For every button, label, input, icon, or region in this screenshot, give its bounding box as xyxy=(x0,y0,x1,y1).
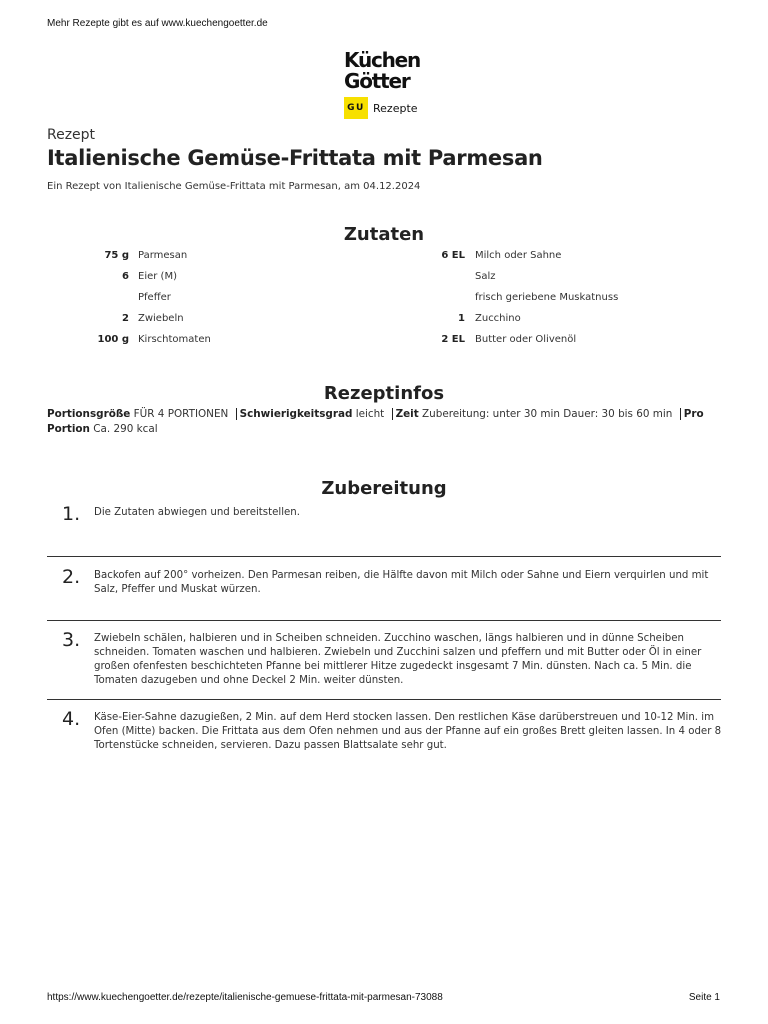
recipe-title: Italienische Gemüse-Frittata mit Parmesan xyxy=(47,146,543,170)
difficulty-value: leicht xyxy=(355,408,385,420)
step-number: 1. xyxy=(62,503,81,525)
ingredient-qty: 6 EL xyxy=(441,250,465,261)
per-portion-label: Pro Portion xyxy=(47,408,704,435)
recipe-info-line xyxy=(47,407,727,437)
step-divider xyxy=(47,699,721,700)
recipe-byline: Ein Rezept von Italienische Gemüse-Frittata mit Parmesan, am 04.12.2024 xyxy=(47,181,421,192)
ingredient-row xyxy=(400,292,619,308)
ingredient-name: Eier (M) xyxy=(138,271,177,282)
portion-size-value: FÜR 4 PORTIONEN xyxy=(133,408,229,420)
ingredient-name: Milch oder Sahne xyxy=(475,250,562,261)
info-separator xyxy=(392,408,393,420)
ingredient-name: frisch geriebene Muskatnuss xyxy=(475,292,619,303)
step-text: Die Zutaten abwiegen und bereitstellen. xyxy=(94,507,300,518)
logo-subline xyxy=(344,97,418,119)
ingredient-row xyxy=(47,250,188,266)
step-number: 4. xyxy=(62,708,81,730)
ingredient-qty: 2 xyxy=(122,313,129,324)
preparation-step xyxy=(47,629,721,691)
ingredients-heading: Zutaten xyxy=(343,224,425,245)
ingredient-qty: 100 g xyxy=(97,334,129,345)
kuechengoetter-logo xyxy=(344,50,434,122)
print-header-url: Mehr Rezepte gibt es auf www.kuechengoetter.de xyxy=(47,18,268,29)
recipe-info-heading: Rezeptinfos xyxy=(323,383,445,404)
ingredient-row xyxy=(47,292,171,308)
step-text: Backofen auf 200° vorheizen. Den Parmesan reiben, die Hälfte davon mit Milch oder Sahne und Eiern verquirlen und mit Salz, Pfeffer und Muskat würzen. xyxy=(94,570,709,595)
difficulty-label: Schwierigkeitsgrad xyxy=(239,408,353,420)
ingredient-name: Pfeffer xyxy=(138,292,171,303)
ingredient-qty: 2 EL xyxy=(441,334,465,345)
ingredient-row xyxy=(47,334,211,350)
step-number: 2. xyxy=(62,566,81,588)
gu-badge: GU xyxy=(344,97,368,119)
preparation-step xyxy=(47,503,721,543)
step-number: 3. xyxy=(62,629,81,651)
ingredient-qty: 6 xyxy=(122,271,129,282)
logo-line-1: Küchen xyxy=(344,48,421,72)
ingredient-qty: 75 g xyxy=(104,250,129,261)
logo-rezepte-label: Rezepte xyxy=(373,101,418,115)
ingredient-row xyxy=(47,313,184,329)
time-label: Zeit xyxy=(395,408,419,420)
time-value: Zubereitung: unter 30 min Dauer: 30 bis 60 min xyxy=(422,408,673,420)
preparation-step xyxy=(47,708,721,758)
logo-line-2: Götter xyxy=(344,69,410,93)
ingredient-row xyxy=(400,271,496,287)
ingredient-name: Zucchino xyxy=(475,313,521,324)
print-footer-url: https://www.kuechengoetter.de/rezepte/italienische-gemuese-frittata-mit-parmesan-73088 xyxy=(47,992,443,1003)
ingredient-row xyxy=(47,271,177,287)
info-separator xyxy=(236,408,237,420)
preparation-heading: Zubereitung xyxy=(321,478,447,499)
ingredient-row xyxy=(400,313,521,329)
info-separator xyxy=(680,408,681,420)
page-number: Seite 1 xyxy=(688,992,720,1003)
preparation-step xyxy=(47,566,721,606)
ingredient-name: Butter oder Olivenöl xyxy=(475,334,577,345)
ingredient-row xyxy=(400,250,562,266)
ingredient-row xyxy=(400,334,577,350)
ingredient-qty: 1 xyxy=(458,313,465,324)
step-text: Zwiebeln schälen, halbieren und in Scheiben schneiden. Zucchino waschen, längs halbieren und in dünne Scheiben schneiden. Tomaten waschen und halbieren. Zwiebeln und Zucchini salzen und pfeffern und mit Butter oder Öl in einer großen ofenfesten beschichteten Pfanne bei mittlerer Hitze zugedeckt insgesamt 7 Min. dünsten. Nach ca. 5 Min. die Tomaten dazugeben und ohne Deckel 2 Min. weiter dünsten. xyxy=(94,633,702,686)
step-divider xyxy=(47,620,721,621)
ingredient-name: Salz xyxy=(475,271,496,282)
portion-size-label: Portionsgröße xyxy=(47,408,131,420)
ingredient-name: Parmesan xyxy=(138,250,188,261)
per-portion-value: Ca. 290 kcal xyxy=(93,423,158,435)
ingredient-name: Zwiebeln xyxy=(138,313,184,324)
step-text: Käse-Eier-Sahne dazugießen, 2 Min. auf dem Herd stocken lassen. Den restlichen Käse darüberstreuen und 10-12 Min. im Ofen (Mitte) backen. Die Frittata aus dem Ofen nehmen und aus der Pfanne auf ein großes Brett gleiten lassen. In 4 oder 8 Tortenstücke schneiden, servieren. Dazu passen Blattsalate sehr gut. xyxy=(94,712,722,751)
ingredient-name: Kirschtomaten xyxy=(138,334,211,345)
step-divider xyxy=(47,556,721,557)
recipe-kicker: Rezept xyxy=(47,127,96,143)
